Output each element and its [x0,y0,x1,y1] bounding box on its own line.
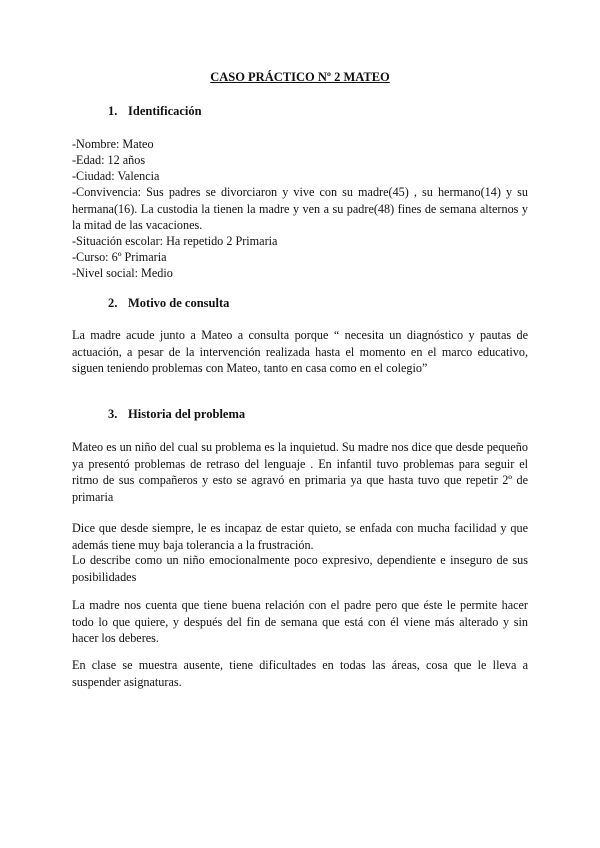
historia-paragraph-4: La madre nos cuenta que tiene buena relación con el padre pero que éste le permite hacer todo lo que quiere, y después del fin de semana que está con él viene más alterado y sin hacer los deberes. [72,598,528,645]
field-convivencia: -Convivencia: Sus padres se divorciaron y vive con su madre(45) , su hermano(14) y su hermana(16). La custodia la tienen la madre y ven a su padre(48) fines de semana alternos y la mitad de las vacaciones. [72,185,528,232]
field-situacion-escolar: -Situación escolar: Ha repetido 2 Primaria [72,234,278,248]
field-ciudad: -Ciudad: Valencia [72,169,160,183]
historia-paragraph-1: Mateo es un niño del cual su problema es la inquietud. Su madre nos dice que desde pequeño ya presentó problemas de retraso del lenguaje . En infantil tuvo problemas para seguir el ritmo de sus compañeros y esto se agravó en primaria ya que hasta tuvo que repetir 2º de primaria [72,440,528,504]
section-heading-motivo [108,296,229,311]
field-edad: -Edad: 12 años [72,153,146,167]
section-number: 3. [108,407,118,421]
section-title: Historia del problema [128,407,246,421]
field-nombre: -Nombre: Mateo [72,137,154,151]
historia-paragraph-5: En clase se muestra ausente, tiene dificultades en todas las áreas, cosa que le lleva a suspender asignaturas. [72,658,528,689]
section-number: 1. [108,104,118,118]
document-title: CASO PRÁCTICO Nº 2 MATEO [210,70,390,84]
section-title: Motivo de consulta [128,296,230,310]
section-number: 2. [108,296,118,310]
field-nivel-social: -Nivel social: Medio [72,266,173,280]
historia-paragraph-3: Lo describe como un niño emocionalmente poco expresivo, dependiente e inseguro de sus posibilidades [72,553,528,584]
historia-paragraph-2: Dice que desde siempre, le es incapaz de estar quieto, se enfada con mucha facilidad y que además tiene muy baja tolerancia a la frustración. [72,521,528,552]
section-title: Identificación [128,104,202,118]
section-heading-identificacion [108,104,202,119]
field-curso: -Curso: 6º Primaria [72,250,167,264]
motivo-paragraph: La madre acude junto a Mateo a consulta porque “ necesita un diagnóstico y pautas de actuación, a pesar de la intervención realizada hasta el momento en el marco educativo, siguen teniendo problemas con Mateo, tanto en casa como en el colegio” [72,328,528,375]
section-heading-historia [108,407,245,422]
